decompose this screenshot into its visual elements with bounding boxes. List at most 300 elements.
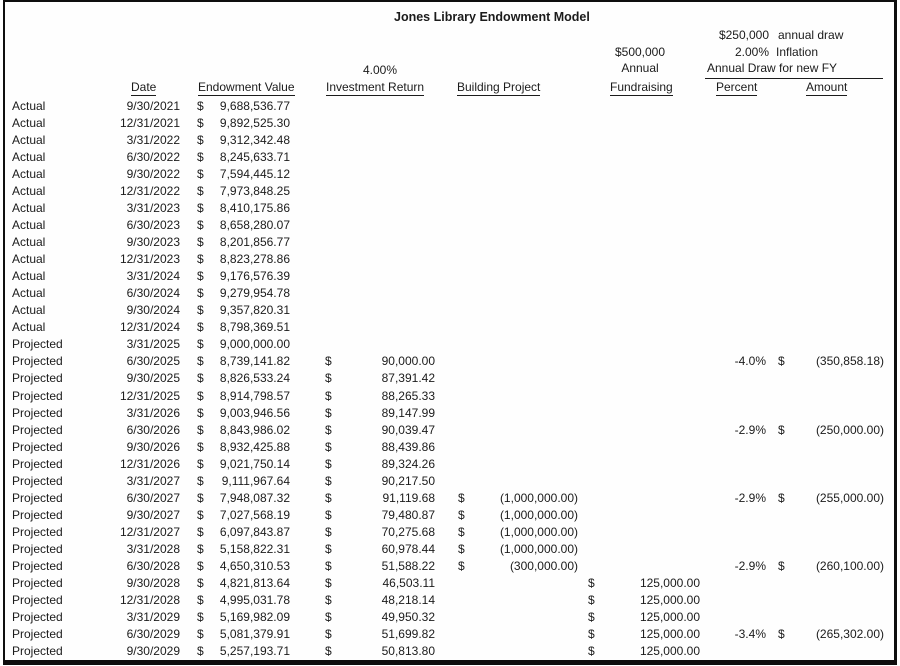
draw-amount-cell	[778, 490, 884, 507]
page-title: Jones Library Endowment Model	[394, 10, 590, 24]
table-row	[0, 200, 900, 217]
table-row	[0, 370, 900, 387]
endowment-value-cell	[197, 98, 290, 115]
fundraising-cell	[588, 626, 700, 643]
date-cell: 12/31/2024	[119, 320, 180, 335]
table-row	[0, 575, 900, 592]
currency-symbol: $	[778, 422, 785, 437]
currency-symbol: $	[325, 592, 332, 607]
currency-symbol: $	[325, 388, 332, 403]
endowment-value-cell-value: 9,688,536.77	[219, 99, 290, 113]
endowment-value-cell	[197, 422, 290, 439]
table-row	[0, 132, 900, 149]
endowment-value-cell	[197, 115, 290, 132]
currency-symbol: $	[778, 354, 785, 369]
row-type-cell: Projected	[12, 609, 63, 624]
building-project-cell	[458, 541, 578, 558]
building-project-cell-value: (1,000,000.00)	[499, 490, 578, 505]
endowment-value-cell-value: 9,003,946.56	[219, 405, 290, 420]
table-row	[0, 643, 900, 660]
table-row	[0, 251, 900, 268]
row-type-cell: Actual	[12, 320, 46, 335]
building-project-cell	[458, 490, 578, 507]
currency-symbol: $	[458, 490, 465, 505]
row-type-cell: Projected	[12, 626, 63, 641]
row-type-cell: Actual	[12, 150, 46, 165]
investment-return-cell-value: 46,503.11	[382, 575, 435, 590]
investment-return-cell-value: 89,147.99	[381, 405, 435, 420]
currency-symbol: $	[197, 354, 204, 369]
currency-symbol: $	[197, 269, 204, 284]
table-row	[0, 558, 900, 575]
currency-symbol: $	[197, 575, 204, 590]
amount-header-text: Amount	[806, 80, 848, 94]
endowment-value-cell-value: 8,798,369.51	[219, 320, 290, 335]
date-cell: 6/30/2027	[126, 490, 180, 505]
investment-return-cell	[325, 592, 435, 609]
draw-amount-cell	[778, 422, 884, 439]
row-type-cell: Projected	[12, 575, 63, 590]
currency-symbol: $	[197, 558, 204, 573]
draw-percent-cell: -3.4%	[734, 626, 766, 641]
date-cell: 12/31/2028	[119, 592, 180, 607]
endowment-value-cell	[197, 575, 290, 592]
table-row	[0, 285, 900, 302]
table-row	[0, 217, 900, 234]
endowment-value-cell	[197, 626, 290, 643]
currency-symbol: $	[325, 541, 332, 556]
date-cell: 9/30/2024	[126, 303, 180, 318]
endowment-value-cell	[197, 319, 290, 336]
column-header-percent	[716, 80, 757, 94]
currency-symbol: $	[325, 405, 332, 420]
endowment-value-cell-value: 9,892,525.30	[219, 116, 290, 131]
table-row	[0, 490, 900, 507]
row-type-cell: Projected	[12, 354, 63, 369]
fundraising-header-line2: Annual	[621, 61, 659, 75]
date-cell: 6/30/2024	[126, 286, 180, 301]
endowment-value-cell-value: 6,097,843.87	[219, 524, 290, 539]
currency-symbol: $	[588, 626, 595, 641]
date-cell: 9/30/2022	[126, 167, 180, 182]
date-cell: 3/31/2027	[126, 473, 180, 488]
currency-symbol: $	[197, 456, 204, 471]
table-row	[0, 439, 900, 456]
investment-return-cell-value: 60,978.44	[381, 541, 435, 556]
investment-return-cell-value: 91,119.68	[382, 490, 435, 505]
endowment-value-cell-value: 4,995,031.78	[219, 592, 290, 607]
inflation-value: 2.00%	[734, 45, 769, 59]
investment-return-cell-value: 70,275.68	[381, 524, 435, 539]
date-cell: 6/30/2022	[126, 150, 180, 165]
draw-percent-cell: -2.9%	[734, 422, 766, 437]
date-cell: 12/31/2022	[119, 184, 180, 199]
table-row	[0, 115, 900, 132]
row-type-cell: Actual	[12, 303, 46, 318]
endowment-value-cell-value: 9,176,576.39	[219, 269, 290, 284]
currency-symbol: $	[197, 507, 204, 522]
investment-return-cell-value: 88,439.86	[381, 439, 435, 454]
percent-header-text: Percent	[716, 80, 758, 94]
endowment-value-cell	[197, 507, 290, 524]
endowment-value-cell	[197, 149, 290, 166]
fundraising-cell-value: 125,000.00	[639, 643, 700, 658]
row-type-cell: Actual	[12, 286, 46, 301]
investment-return-cell	[325, 609, 435, 626]
investment-return-cell-value: 90,000.00	[381, 354, 435, 369]
row-type-cell: Actual	[12, 235, 46, 250]
endowment-value-cell	[197, 183, 290, 200]
date-cell: 9/30/2021	[126, 99, 180, 113]
table-row	[0, 592, 900, 609]
row-type-cell: Projected	[12, 439, 63, 454]
endowment-value-cell	[197, 541, 290, 558]
fundraising-cell	[588, 643, 700, 660]
investment-return-cell-value: 49,950.32	[381, 609, 435, 624]
investment-return-cell	[325, 439, 435, 456]
endowment-value-cell-value: 9,000,000.00	[219, 337, 290, 352]
currency-symbol: $	[325, 439, 332, 454]
currency-symbol: $	[197, 643, 204, 658]
currency-symbol: $	[197, 592, 204, 607]
currency-symbol: $	[325, 609, 332, 624]
draw-amount-cell	[778, 353, 884, 370]
currency-symbol: $	[197, 150, 204, 165]
date-cell: 6/30/2025	[126, 354, 180, 369]
date-cell: 12/31/2021	[119, 116, 180, 131]
endowment-value-cell	[197, 456, 290, 473]
fundraising-header-text: Fundraising	[610, 80, 673, 94]
date-cell: 9/30/2023	[126, 235, 180, 250]
table-row	[0, 234, 900, 251]
endowment-value-cell	[197, 405, 290, 422]
date-cell: 3/31/2028	[126, 541, 180, 556]
table-row	[0, 98, 900, 115]
table-row	[0, 456, 900, 473]
currency-symbol: $	[325, 354, 332, 369]
investment-return-cell	[325, 490, 435, 507]
row-type-cell: Actual	[12, 133, 46, 148]
building-project-cell	[458, 524, 578, 541]
currency-symbol: $	[325, 575, 332, 590]
currency-symbol: $	[778, 558, 785, 573]
endowment-value-cell	[197, 302, 290, 319]
endowment-value-cell-value: 7,027,568.19	[219, 507, 290, 522]
column-header-date	[131, 80, 156, 94]
investment-return-cell	[325, 626, 435, 643]
endowment-value-cell-value: 9,279,954.78	[219, 286, 290, 301]
row-type-cell: Projected	[12, 422, 63, 437]
row-type-cell: Actual	[12, 201, 46, 216]
currency-symbol: $	[325, 524, 332, 539]
column-header-endowment-value	[198, 80, 295, 94]
currency-symbol: $	[197, 133, 204, 148]
investment-return-cell	[325, 370, 435, 387]
currency-symbol: $	[325, 371, 332, 386]
fundraising-cell-value: 125,000.00	[639, 575, 700, 590]
table-row	[0, 183, 900, 200]
investment-return-header-text: Investment Return	[326, 80, 425, 94]
table-row	[0, 524, 900, 541]
table-row	[0, 405, 900, 422]
row-type-cell: Projected	[12, 405, 63, 420]
currency-symbol: $	[458, 541, 465, 556]
investment-return-cell-value: 90,217.50	[381, 473, 435, 488]
annual-draw-value: $250,000	[718, 28, 769, 42]
endowment-value-cell	[197, 473, 290, 490]
row-type-cell: Projected	[12, 473, 63, 488]
currency-symbol: $	[458, 507, 465, 522]
date-cell: 3/31/2029	[126, 609, 180, 624]
currency-symbol: $	[588, 643, 595, 658]
endowment-value-cell	[197, 592, 290, 609]
endowment-value-cell-value: 7,594,445.12	[219, 167, 290, 182]
investment-return-cell	[325, 473, 435, 490]
fundraising-cell	[588, 592, 700, 609]
row-type-cell: Actual	[12, 269, 46, 284]
date-cell: 9/30/2028	[126, 575, 180, 590]
endowment-value-cell-value: 5,081,379.91	[219, 626, 290, 641]
row-type-cell: Projected	[12, 558, 63, 573]
investment-return-cell	[325, 353, 435, 370]
draw-amount-cell-value: (250,000.00)	[815, 422, 884, 437]
endowment-value-cell-value: 5,158,822.31	[219, 541, 290, 556]
endowment-value-cell	[197, 609, 290, 626]
endowment-value-cell-value: 7,948,087.32	[219, 490, 290, 505]
investment-return-cell	[325, 507, 435, 524]
currency-symbol: $	[197, 490, 204, 505]
draw-percent-cell: -2.9%	[734, 558, 766, 573]
table-row	[0, 353, 900, 370]
investment-return-cell-value: 48,218.14	[381, 592, 435, 607]
fundraising-cell	[588, 609, 700, 626]
row-type-cell: Actual	[12, 184, 46, 199]
draw-amount-cell-value: (265,302.00)	[815, 626, 884, 641]
currency-symbol: $	[197, 422, 204, 437]
endowment-value-cell	[197, 490, 290, 507]
currency-symbol: $	[325, 473, 332, 488]
column-header-investment-return	[326, 80, 424, 94]
currency-symbol: $	[458, 558, 465, 573]
date-header-text: Date	[131, 80, 157, 94]
draw-amount-cell-value: (350,858.18)	[815, 354, 884, 369]
date-cell: 3/31/2025	[126, 337, 180, 352]
investment-return-cell	[325, 405, 435, 422]
row-type-cell: Actual	[12, 167, 46, 182]
date-cell: 9/30/2026	[126, 439, 180, 454]
investment-return-cell-value: 51,588.22	[381, 558, 435, 573]
inflation-label: Inflation	[776, 45, 819, 59]
building-project-cell	[458, 558, 578, 575]
endowment-value-cell-value: 9,357,820.31	[219, 303, 290, 318]
date-cell: 6/30/2023	[126, 218, 180, 233]
table-row	[0, 473, 900, 490]
currency-symbol: $	[197, 218, 204, 233]
endowment-value-cell-value: 4,650,310.53	[219, 558, 290, 573]
annual-draw-new-fy-header: Annual Draw for new FY	[707, 61, 838, 75]
currency-symbol: $	[778, 490, 785, 505]
date-cell: 9/30/2025	[126, 371, 180, 386]
currency-symbol: $	[325, 456, 332, 471]
table-row	[0, 149, 900, 166]
draw-amount-cell	[778, 558, 884, 575]
date-cell: 9/30/2027	[126, 507, 180, 522]
currency-symbol: $	[197, 405, 204, 420]
currency-symbol: $	[458, 524, 465, 539]
currency-symbol: $	[588, 592, 595, 607]
currency-symbol: $	[197, 116, 204, 131]
endowment-value-cell-value: 8,739,141.82	[219, 354, 290, 369]
table-row	[0, 388, 900, 405]
endowment-value-cell	[197, 353, 290, 370]
investment-return-cell-value: 51,699.82	[381, 626, 435, 641]
currency-symbol: $	[197, 320, 204, 335]
date-cell: 6/30/2028	[126, 558, 180, 573]
investment-return-cell	[325, 575, 435, 592]
currency-symbol: $	[197, 167, 204, 182]
currency-symbol: $	[325, 490, 332, 505]
currency-symbol: $	[197, 252, 204, 267]
date-cell: 12/31/2025	[119, 388, 180, 403]
table-row	[0, 166, 900, 183]
currency-symbol: $	[197, 201, 204, 216]
endowment-value-cell	[197, 336, 290, 353]
endowment-value-cell-value: 9,111,967.64	[221, 473, 290, 488]
building-project-cell-value: (1,000,000.00)	[499, 541, 578, 556]
currency-symbol: $	[197, 337, 204, 352]
currency-symbol: $	[325, 643, 332, 658]
row-type-cell: Projected	[12, 388, 63, 403]
endowment-value-cell-value: 8,245,633.71	[219, 150, 290, 165]
currency-symbol: $	[197, 286, 204, 301]
endowment-value-cell	[197, 643, 290, 660]
fundraising-header-line1: $500,000	[614, 45, 666, 59]
date-cell: 6/30/2026	[126, 422, 180, 437]
currency-symbol: $	[197, 524, 204, 539]
draw-amount-cell-value: (260,100.00)	[815, 558, 884, 573]
currency-symbol: $	[197, 439, 204, 454]
currency-symbol: $	[197, 99, 204, 113]
endowment-value-cell-value: 8,932,425.88	[219, 439, 290, 454]
investment-return-cell	[325, 422, 435, 439]
currency-symbol: $	[197, 235, 204, 250]
endowment-value-cell-value: 8,201,856.77	[219, 235, 290, 250]
row-type-cell: Projected	[12, 541, 63, 556]
fundraising-cell-value: 125,000.00	[639, 626, 700, 641]
currency-symbol: $	[588, 609, 595, 624]
date-cell: 3/31/2022	[126, 133, 180, 148]
currency-symbol: $	[197, 303, 204, 318]
table-row	[0, 507, 900, 524]
endowment-value-cell	[197, 217, 290, 234]
endowment-value-cell-value: 8,823,278.86	[219, 252, 290, 267]
endowment-value-header-text: Endowment Value	[198, 80, 295, 94]
row-type-cell: Projected	[12, 643, 63, 658]
draw-amount-cell-value: (255,000.00)	[815, 490, 884, 505]
date-cell: 3/31/2024	[126, 269, 180, 284]
endowment-value-cell-value: 4,821,813.64	[219, 575, 290, 590]
endowment-value-cell-value: 8,658,280.07	[219, 218, 290, 233]
endowment-value-cell	[197, 234, 290, 251]
currency-symbol: $	[197, 609, 204, 624]
row-type-cell: Actual	[12, 252, 46, 267]
endowment-value-cell	[197, 251, 290, 268]
investment-return-cell	[325, 541, 435, 558]
fundraising-cell-value: 125,000.00	[639, 592, 700, 607]
building-project-cell-value: (1,000,000.00)	[499, 507, 578, 522]
fundraising-cell	[588, 575, 700, 592]
date-cell: 3/31/2023	[126, 201, 180, 216]
date-cell: 12/31/2027	[119, 524, 180, 539]
investment-return-cell-value: 50,813.80	[381, 643, 435, 658]
date-cell: 6/30/2029	[126, 626, 180, 641]
row-type-cell: Actual	[12, 116, 46, 131]
investment-return-cell	[325, 524, 435, 541]
building-project-cell	[458, 507, 578, 524]
currency-symbol: $	[778, 626, 785, 641]
date-cell: 9/30/2029	[126, 643, 180, 658]
row-type-cell: Projected	[12, 490, 63, 505]
row-type-cell: Projected	[12, 337, 63, 352]
draw-percent-cell: -4.0%	[734, 354, 766, 369]
endowment-value-cell-value: 8,826,533.24	[219, 371, 290, 386]
endowment-value-cell-value: 8,843,986.02	[219, 422, 290, 437]
endowment-value-cell	[197, 524, 290, 541]
table-row	[0, 268, 900, 285]
building-project-cell-value: (300,000.00)	[509, 558, 578, 573]
table-row	[0, 319, 900, 336]
investment-return-cell-value: 87,391.42	[381, 371, 435, 386]
endowment-value-cell-value: 8,914,798.57	[219, 388, 290, 403]
investment-return-cell-value: 79,480.87	[381, 507, 435, 522]
date-cell: 12/31/2026	[119, 456, 180, 471]
currency-symbol: $	[197, 184, 204, 199]
currency-symbol: $	[197, 473, 204, 488]
table-row	[0, 626, 900, 643]
row-type-cell: Projected	[12, 507, 63, 522]
table-row	[0, 302, 900, 319]
date-cell: 3/31/2026	[126, 405, 180, 420]
endowment-value-cell	[197, 558, 290, 575]
table-row	[0, 541, 900, 558]
table-row	[0, 422, 900, 439]
investment-return-cell-value: 89,324.26	[381, 456, 435, 471]
annual-draw-label: annual draw	[778, 28, 844, 42]
investment-return-cell	[325, 558, 435, 575]
investment-return-cell	[325, 388, 435, 405]
endowment-value-cell-value: 5,169,982.09	[219, 609, 290, 624]
currency-symbol: $	[588, 575, 595, 590]
row-type-cell: Actual	[12, 99, 46, 113]
date-cell: 12/31/2023	[119, 252, 180, 267]
row-type-cell: Projected	[12, 456, 63, 471]
row-type-cell: Actual	[12, 218, 46, 233]
endowment-value-cell-value: 9,312,342.48	[219, 133, 290, 148]
endowment-value-cell	[197, 388, 290, 405]
endowment-value-cell-value: 9,021,750.14	[219, 456, 290, 471]
endowment-value-cell	[197, 370, 290, 387]
row-type-cell: Projected	[12, 371, 63, 386]
draw-amount-cell	[778, 626, 884, 643]
endowment-value-cell-value: 8,410,175.86	[219, 201, 290, 216]
currency-symbol: $	[325, 422, 332, 437]
column-header-building-project	[457, 80, 540, 94]
table-row	[0, 336, 900, 353]
draw-percent-cell: -2.9%	[734, 490, 766, 505]
building-project-header-text: Building Project	[457, 80, 541, 94]
table-row	[0, 609, 900, 626]
currency-symbol: $	[197, 371, 204, 386]
